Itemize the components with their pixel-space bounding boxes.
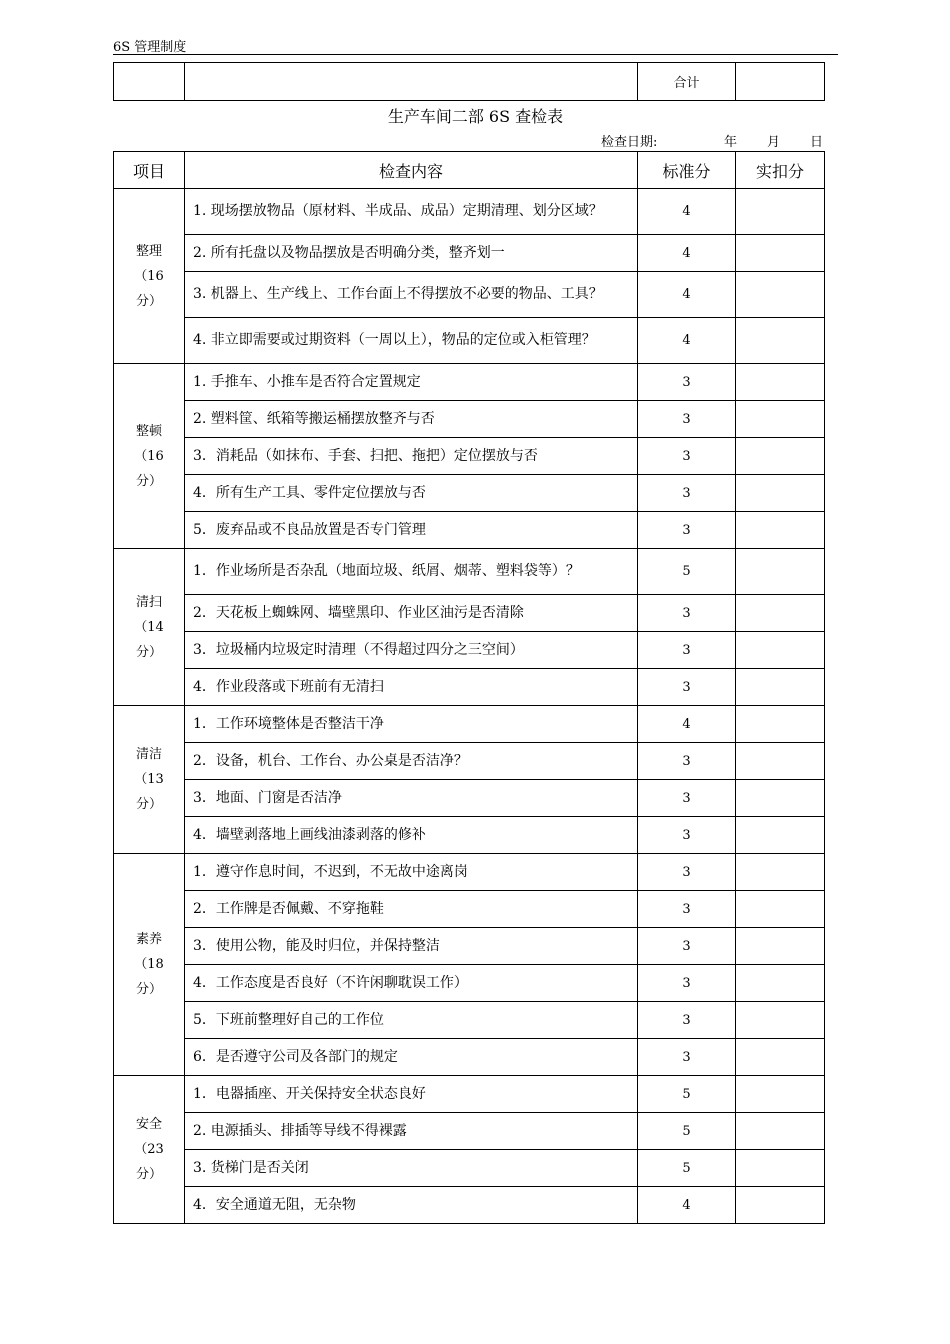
standard-score: 3 [638,632,736,669]
table-row [114,1113,825,1150]
table-row [114,475,825,512]
deducted-score-cell[interactable] [736,318,825,364]
deducted-score-cell[interactable] [736,401,825,438]
check-item: 2. 所有托盘以及物品摆放是否明确分类，整齐划一 [185,235,638,272]
standard-score: 4 [638,272,736,318]
deducted-score-cell[interactable] [736,595,825,632]
category-points-unit: 分） [135,473,162,489]
header-divider [113,54,838,55]
standard-score: 3 [638,512,736,549]
check-item: 5．下班前整理好自己的工作位 [185,1002,638,1039]
table-row [114,780,825,817]
check-item: 1．电器插座、开关保持安全状态良好 [185,1076,638,1113]
deducted-score-cell[interactable] [736,189,825,235]
table-row [114,401,825,438]
category-cell [114,1076,185,1224]
column-header-deducted-score: 实扣分 [736,152,825,189]
standard-score: 3 [638,1039,736,1076]
deducted-score-cell[interactable] [736,475,825,512]
table-row [114,928,825,965]
table-row [114,549,825,595]
deducted-score-cell[interactable] [736,512,825,549]
standard-score: 3 [638,1002,736,1039]
category-points: （16 [134,268,164,284]
check-item: 3. 机器上、生产线上、工作台面上不得摆放不必要的物品、工具？ [185,272,638,318]
standard-score: 5 [638,549,736,595]
page-title: 生产车间二部 6S 查检表 [387,107,564,126]
table-row [114,189,825,235]
check-item: 2．设备，机台、工作台、办公桌是否洁净？ [185,743,638,780]
inspection-table [113,151,825,1224]
check-item: 3．使用公物，能及时归位，并保持整洁 [185,928,638,965]
category-points-unit: 分） [135,1167,162,1182]
check-item: 2．工作牌是否佩戴、不穿拖鞋 [185,891,638,928]
table-row [114,1150,825,1187]
standard-score: 3 [638,817,736,854]
deducted-score-cell[interactable] [736,632,825,669]
table-row [114,743,825,780]
category-name: 安全 [135,1117,162,1132]
standard-score: 3 [638,364,736,401]
category-cell [114,706,185,854]
category-points-unit: 分） [135,644,162,660]
deducted-score-cell[interactable] [736,965,825,1002]
standard-score: 4 [638,235,736,272]
column-header-category: 项目 [114,152,185,189]
date-month-label: 月 [767,135,781,150]
standard-score: 5 [638,1113,736,1150]
inspection-date-label: 检查日期: [601,135,658,150]
deducted-score-cell[interactable] [736,364,825,401]
table-row [114,1039,825,1076]
standard-score: 4 [638,318,736,364]
deducted-score-cell[interactable] [736,817,825,854]
category-name: 整理 [135,243,162,259]
deducted-score-cell[interactable] [736,669,825,706]
standard-score: 3 [638,743,736,780]
check-item: 1．遵守作息时间，不迟到，不无故中途离岗 [185,854,638,891]
table-row [114,272,825,318]
category-cell [114,549,185,706]
category-name: 清洁 [135,747,162,762]
deducted-score-cell[interactable] [736,928,825,965]
table-row [114,1002,825,1039]
standard-score: 3 [638,401,736,438]
standard-score: 3 [638,780,736,817]
summary-cell-empty [114,63,185,101]
check-item: 4．作业段落或下班前有无清扫 [185,669,638,706]
table-row [114,318,825,364]
check-item: 3. 货梯门是否关闭 [185,1150,638,1187]
deducted-score-cell[interactable] [736,706,825,743]
summary-table [113,62,825,101]
standard-score: 3 [638,928,736,965]
summary-row [114,63,825,101]
table-row [114,438,825,475]
check-item: 4．工作态度是否良好（不许闲聊耽误工作） [185,965,638,1002]
date-day-label: 日 [810,135,824,150]
table-row [114,595,825,632]
inspection-table-body [114,189,825,1224]
standard-score: 3 [638,965,736,1002]
check-item: 2．天花板上蜘蛛网、墙壁黑印、作业区油污是否清除 [185,595,638,632]
table-row [114,364,825,401]
deducted-score-cell[interactable] [736,780,825,817]
summary-cell-empty [185,63,638,101]
standard-score: 4 [638,1187,736,1224]
check-item: 2. 电源插头、排插等导线不得裸露 [185,1113,638,1150]
check-item: 4．墙壁剥落地上画线油漆剥落的修补 [185,817,638,854]
check-item: 3．垃圾桶内垃圾定时清理（不得超过四分之三空间） [185,632,638,669]
deducted-score-cell[interactable] [736,549,825,595]
check-item: 5．废弃品或不良品放置是否专门管理 [185,512,638,549]
category-points-unit: 分） [135,797,162,812]
table-row [114,632,825,669]
category-cell [114,189,185,364]
date-year-label: 年 [724,135,738,150]
standard-score: 3 [638,438,736,475]
check-item: 3．地面、门窗是否洁净 [185,780,638,817]
table-row [114,965,825,1002]
standard-score: 3 [638,891,736,928]
category-name: 素养 [135,932,162,947]
standard-score: 3 [638,669,736,706]
check-item: 1. 手推车、小推车是否符合定置规定 [185,364,638,401]
table-row [114,706,825,743]
deducted-score-cell[interactable] [736,743,825,780]
deducted-score-cell[interactable] [736,272,825,318]
standard-score: 3 [638,595,736,632]
check-item: 1．工作环境整体是否整洁干净 [185,706,638,743]
check-item: 1．作业场所是否杂乱（地面垃圾、纸屑、烟蒂、塑料袋等）？ [185,549,638,595]
table-row [114,854,825,891]
check-item: 6．是否遵守公司及各部门的规定 [185,1039,638,1076]
table-row [114,1187,825,1224]
category-points: （14 [134,619,164,635]
deducted-score-cell[interactable] [736,891,825,928]
standard-score: 5 [638,1076,736,1113]
deducted-score-cell[interactable] [736,854,825,891]
category-points: （13 [134,772,164,787]
check-item: 2. 塑料筐、纸箱等搬运桶摆放整齐与否 [185,401,638,438]
category-points: （18 [134,957,164,972]
deducted-score-cell[interactable] [736,1002,825,1039]
check-item: 4．安全通道无阻，无杂物 [185,1187,638,1224]
check-item: 4. 非立即需要或过期资料（一周以上），物品的定位或入柜管理？ [185,318,638,364]
category-points-unit: 分） [135,982,162,997]
table-row [114,669,825,706]
check-item: 3．消耗品（如抹布、手套、扫把、拖把）定位摆放与否 [185,438,638,475]
category-points-unit: 分） [135,293,162,309]
table-row [114,1076,825,1113]
deducted-score-cell[interactable] [736,1113,825,1150]
category-cell [114,364,185,549]
category-name: 整顿 [135,423,162,439]
column-header-standard-score: 标准分 [638,152,736,189]
category-name: 清扫 [135,594,162,610]
column-header-content: 检查内容 [185,152,638,189]
standard-score: 3 [638,854,736,891]
table-row [114,891,825,928]
document-header-label: 6S 管理制度 [113,40,187,55]
deducted-score-cell[interactable] [736,1187,825,1224]
table-header-row [114,152,825,189]
category-cell [114,854,185,1076]
deducted-score-cell[interactable] [736,438,825,475]
standard-score: 5 [638,1150,736,1187]
table-row [114,817,825,854]
check-item: 4．所有生产工具、零件定位摆放与否 [185,475,638,512]
standard-score: 3 [638,475,736,512]
category-points: （23 [134,1142,164,1157]
standard-score: 4 [638,189,736,235]
deducted-score-cell[interactable] [736,1150,825,1187]
check-item: 1. 现场摆放物品（原材料、半成品、成品）定期清理、划分区域？ [185,189,638,235]
table-row [114,512,825,549]
deducted-score-cell[interactable] [736,235,825,272]
category-points: （16 [134,448,164,464]
total-label: 合计 [638,63,736,101]
deducted-score-cell[interactable] [736,1076,825,1113]
table-row [114,235,825,272]
total-value-cell[interactable] [736,63,825,101]
standard-score: 4 [638,706,736,743]
deducted-score-cell[interactable] [736,1039,825,1076]
